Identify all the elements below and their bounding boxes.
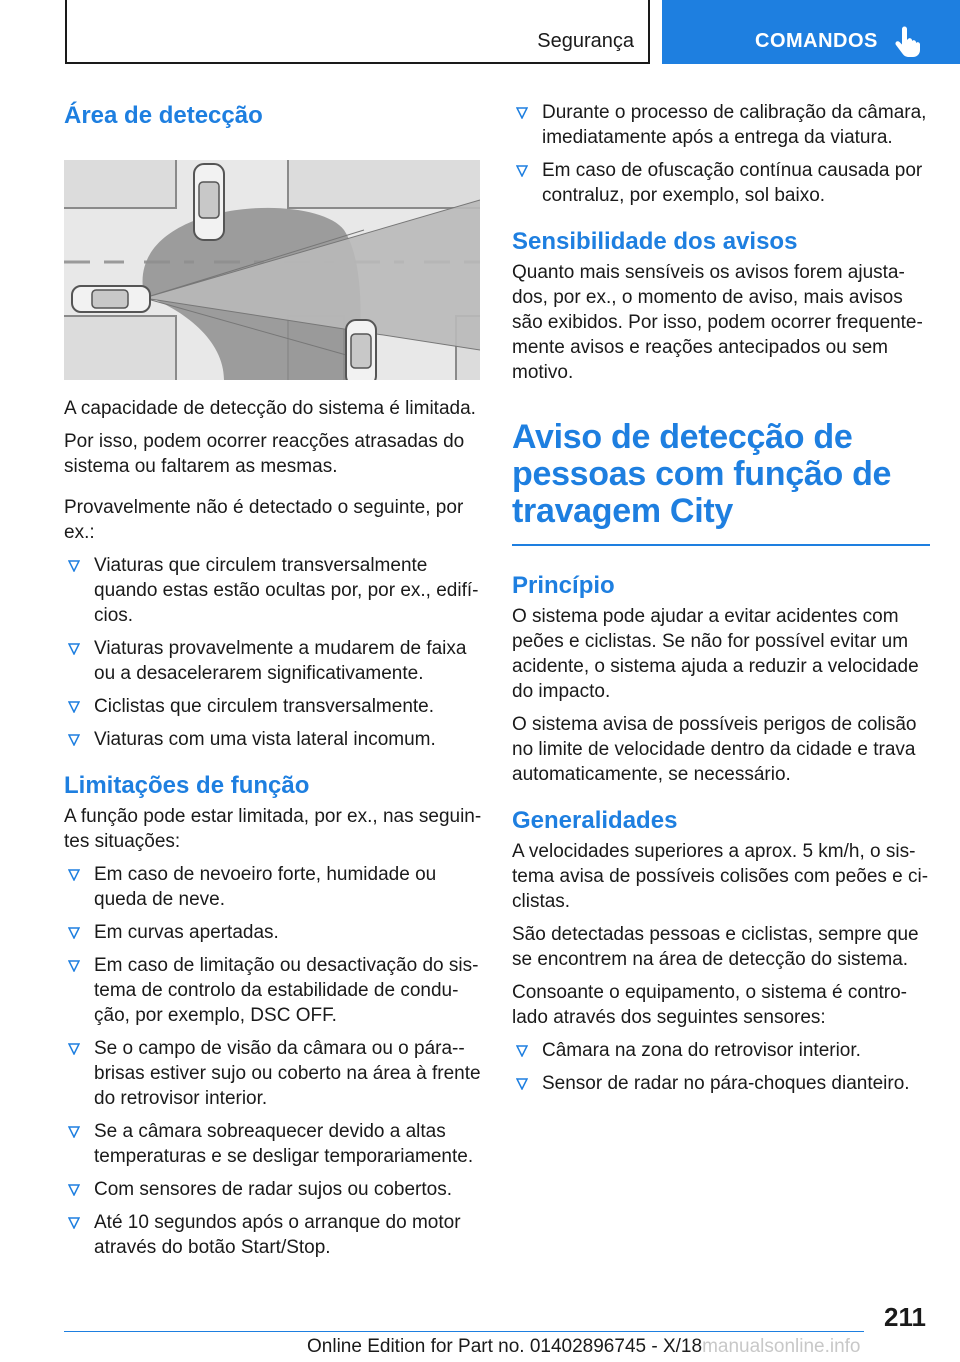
heading-detection-area: Área de detecção [64, 102, 263, 129]
triangle-bullet-icon [516, 1078, 528, 1090]
paragraph: Consoante o equipamento, o sistema é contro‐lado através dos seguintes sensores: [512, 982, 908, 1028]
paragraph: Provavelmente não é detectado o seguinte, por ex.: [64, 497, 464, 543]
list-item: Em caso de ofuscação contínua causada por contraluz, por exemplo, sol baixo. [512, 158, 930, 208]
limitations-list [64, 862, 482, 1260]
footer-rule [64, 1331, 864, 1332]
list-item: Durante o processo de calibração da câmara, imediatamente após a entrega da viatura. [512, 100, 930, 150]
list-item: Ciclistas que circulem transversalmente. [64, 694, 482, 719]
list-item: Se a câmara sobreaquecer devido a altas temperaturas e se desligar temporariamente. [64, 1119, 482, 1169]
list-item: Câmara na zona do retrovisor interior. [512, 1038, 930, 1063]
paragraph: São detectadas pessoas e ciclistas, sempre que se encontrem na área de detecção do sistema. [512, 924, 919, 970]
paragraph: A velocidades superiores a aprox. 5 km/h, o sis‐tema avisa de possíveis colisões com peões e ci‐clistas. [512, 841, 929, 912]
triangle-bullet-icon [68, 960, 80, 972]
watermark: manualsonline.info [702, 1336, 861, 1357]
triangle-bullet-icon [68, 734, 80, 746]
paragraph: O sistema avisa de possíveis perigos de colisão no limite de velocidade dentro da cidade e trava automaticamente, se necessário. [512, 714, 917, 785]
triangle-bullet-icon [516, 1045, 528, 1057]
triangle-bullet-icon [68, 1217, 80, 1229]
list-item: Viaturas que circulem transversalmente quando estas estão ocultas por, por ex., edifí‐cios. [64, 553, 482, 628]
hand-pointer-icon [894, 26, 920, 58]
paragraph: O sistema pode ajudar a evitar acidentes com peões e ciclistas. Se não for possível evitar um acidente, o sistema ajuda a reduzir a velocidade do impacto. [512, 606, 919, 702]
list-item: Até 10 segundos após o arranque do motor através do botão Start/Stop. [64, 1210, 482, 1260]
chapter-tab[interactable] [662, 0, 960, 64]
list-item: Sensor de radar no pára-choques dianteiro. [512, 1071, 930, 1096]
chapter-heading-block [512, 419, 930, 546]
triangle-bullet-icon [68, 1184, 80, 1196]
left-column [64, 100, 482, 1268]
triangle-bullet-icon [68, 1126, 80, 1138]
triangle-bullet-icon [68, 643, 80, 655]
list-item: Em caso de limitação ou desactivação do sis‐tema de controlo da estabilidade de condu‐ção, por exemplo, DSC OFF. [64, 953, 482, 1028]
chapter-tab-label: COMANDOS [755, 30, 878, 52]
triangle-bullet-icon [68, 927, 80, 939]
heading-warning-sensitivity: Sensibilidade dos avisos [512, 228, 798, 255]
right-column [512, 100, 930, 1104]
heading-principle: Princípio [512, 572, 615, 599]
page-number: 211 [884, 1302, 926, 1332]
list-item: Viaturas com uma vista lateral incomum. [64, 727, 482, 752]
section-title: Segurança [537, 30, 634, 52]
triangle-bullet-icon [516, 165, 528, 177]
paragraph: Por isso, podem ocorrer reacções atrasadas do sistema ou faltarem as mesmas. [64, 431, 465, 477]
list-item: Em curvas apertadas. [64, 920, 482, 945]
heading-function-limits: Limitações de função [64, 772, 310, 799]
detection-area-illustration [64, 160, 480, 380]
paragraph: Quanto mais sensíveis os avisos forem ajusta‐dos, por ex., o momento de aviso, mais avisos são exibidos. Por isso, podem ocorrer frequente‐mente avisos e reações antecipados ou sem motivo. [512, 262, 923, 383]
list-item: Viaturas provavelmente a mudarem de faixa ou a desacelerarem significativamente. [64, 636, 482, 686]
paragraph: A capacidade de detecção do sistema é limitada. [64, 398, 476, 419]
list-item: Se o campo de visão da câmara ou o pára-‐brisas estiver sujo ou coberto na área à frente do retrovisor interior. [64, 1036, 482, 1111]
list-item: Com sensores de radar sujos ou cobertos. [64, 1177, 482, 1202]
undetected-objects-list [64, 553, 482, 752]
list-item: Em caso de nevoeiro forte, humidade ou queda de neve. [64, 862, 482, 912]
chapter-heading: Aviso de detecção de pessoas com função de travagem City [512, 418, 892, 530]
limitations-list-continued [512, 100, 930, 208]
paragraph: A função pode estar limitada, por ex., nas seguin‐tes situações: [64, 806, 482, 852]
heading-rule [512, 544, 930, 546]
sensors-list [512, 1038, 930, 1096]
triangle-bullet-icon [68, 1043, 80, 1055]
triangle-bullet-icon [516, 107, 528, 119]
detection-area-diagram [64, 160, 480, 380]
header-section-box [65, 0, 650, 64]
triangle-bullet-icon [68, 869, 80, 881]
triangle-bullet-icon [68, 560, 80, 572]
footer-edition [307, 1336, 861, 1358]
edition-text: Online Edition for Part no. 01402896745 - X/18 [307, 1336, 703, 1357]
triangle-bullet-icon [68, 701, 80, 713]
heading-general: Generalidades [512, 807, 678, 834]
